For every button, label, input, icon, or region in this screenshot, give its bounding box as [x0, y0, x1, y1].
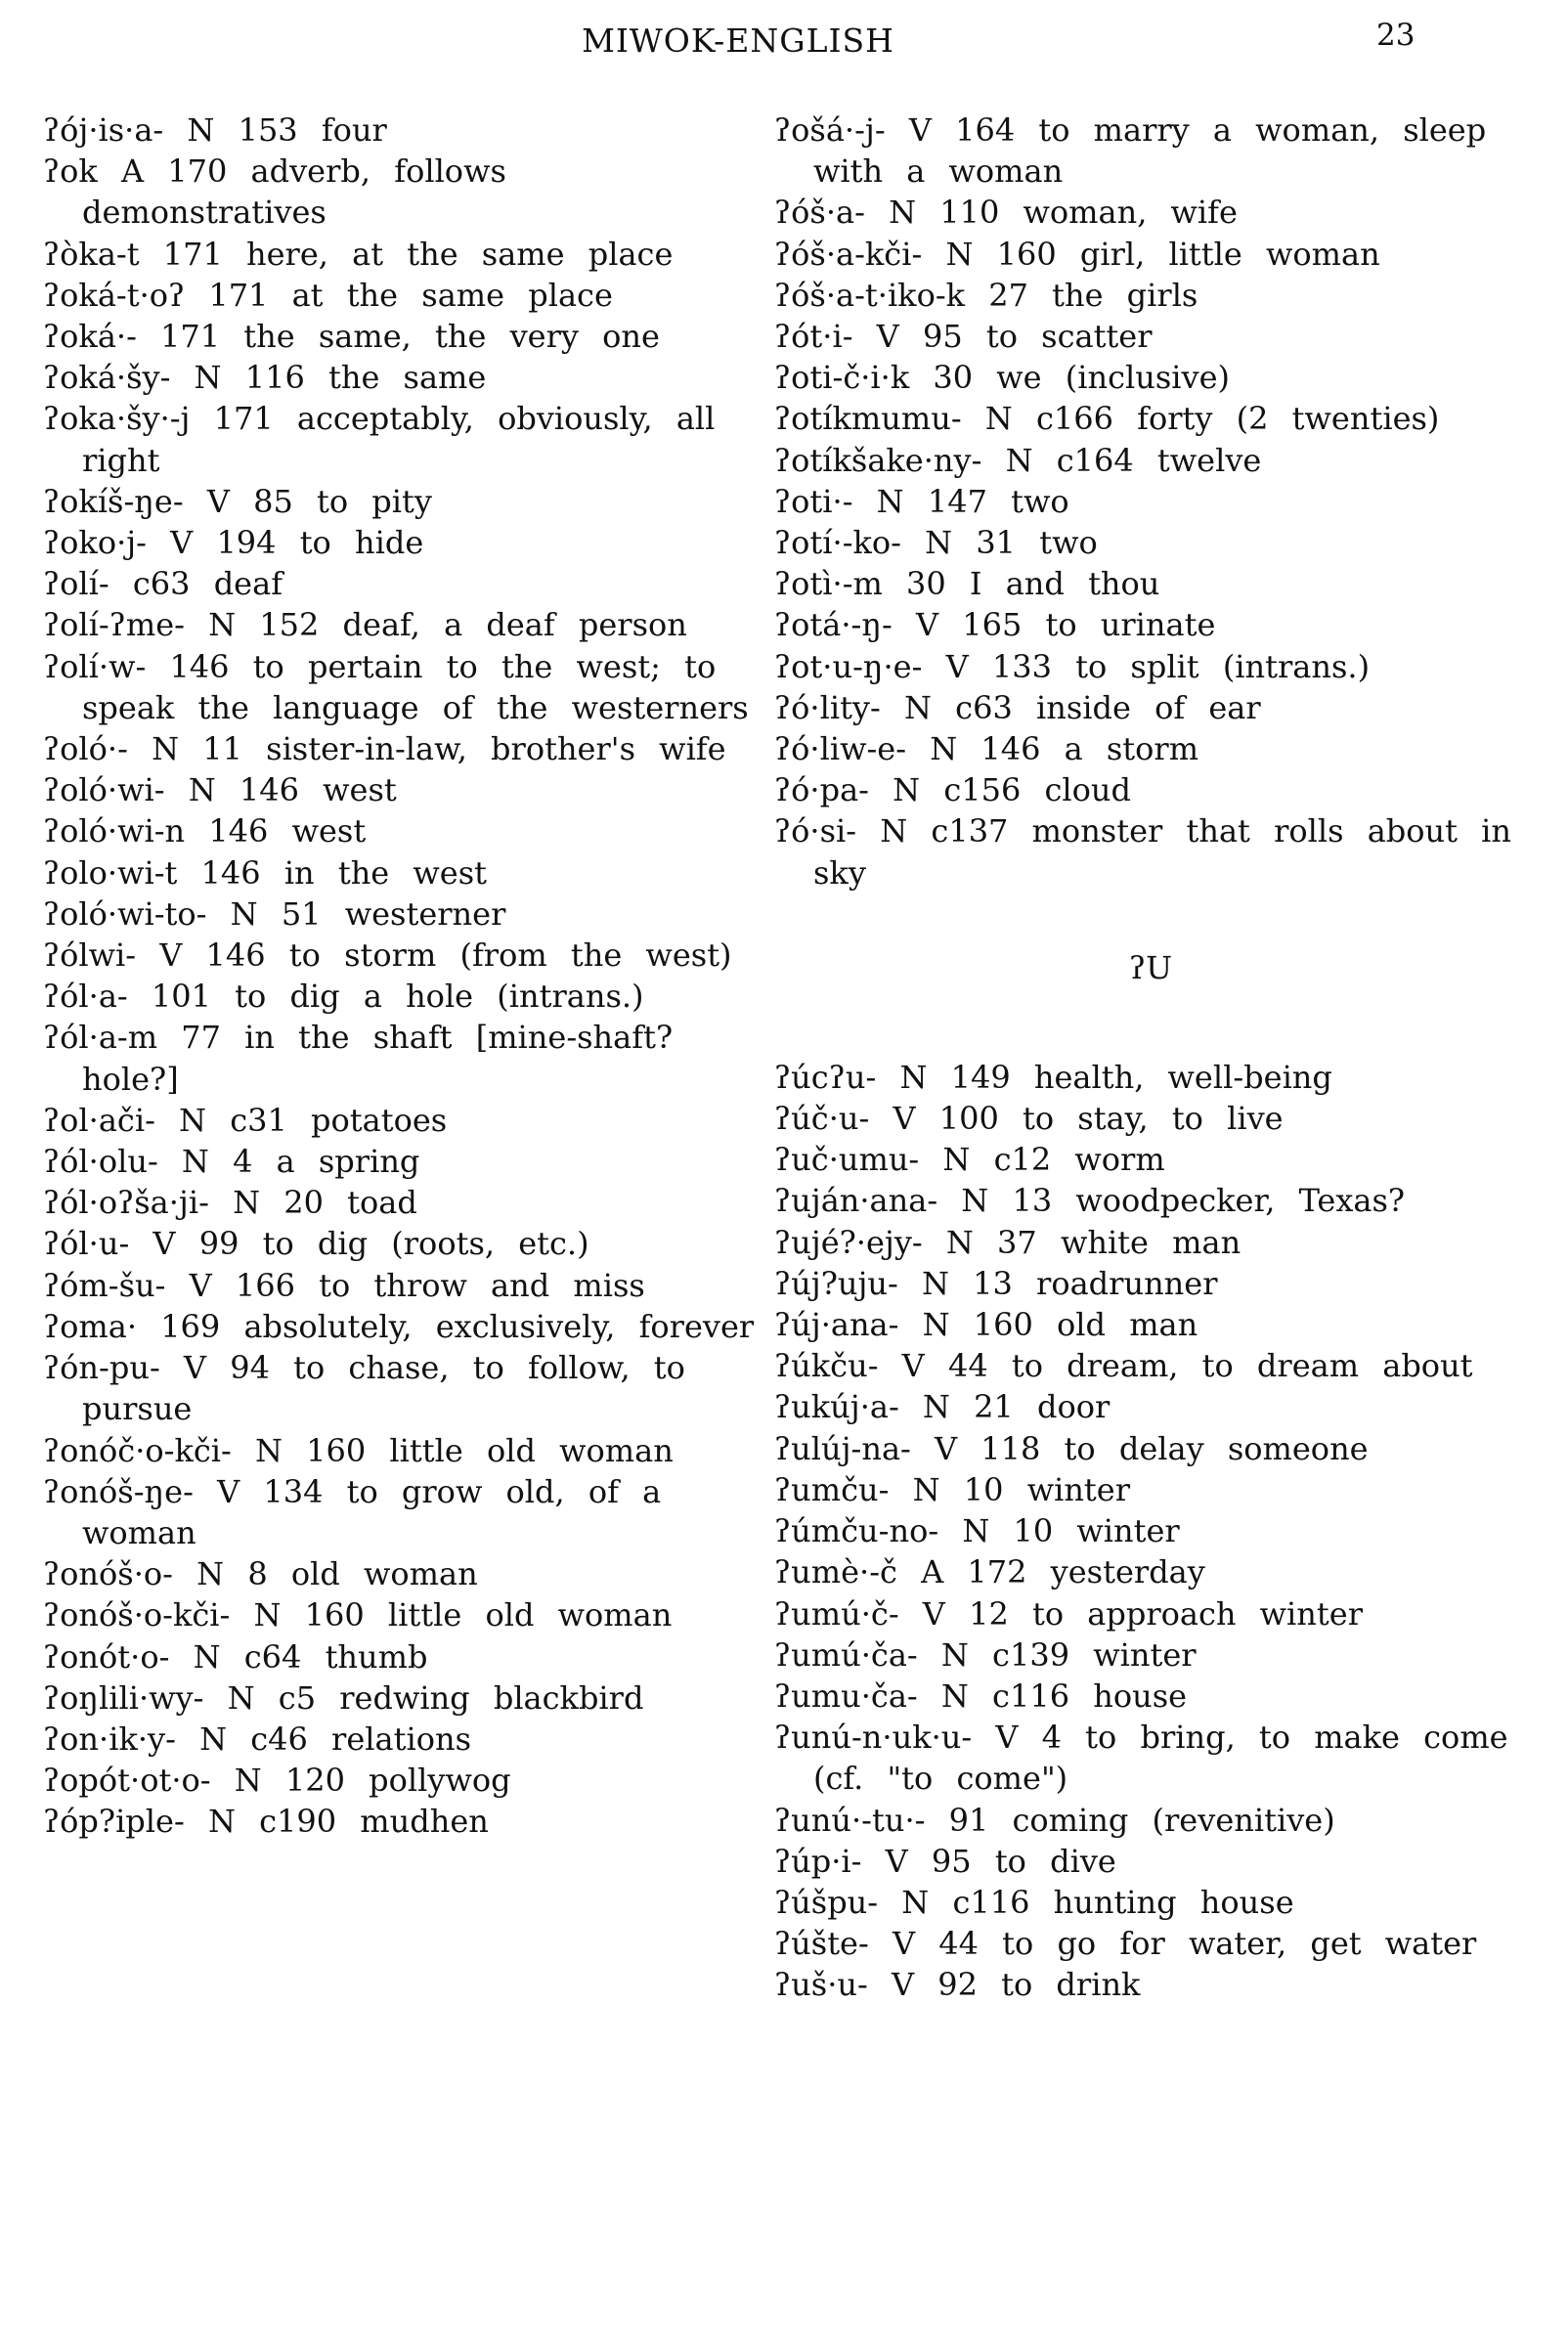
dictionary-entry: ʔolí- c63 deaf [43, 565, 283, 603]
dictionary-entry: ʔolo·wi-t 146 in the west [43, 853, 488, 892]
right-column [774, 109, 1527, 2006]
dictionary-entry: ʔóš·a- N 110 woman, wife [774, 194, 1238, 232]
dictionary-entry: ʔúšpu- N c116 hunting house [774, 1883, 1294, 1921]
dictionary-entry: ʔoló·wi-n 146 west [43, 812, 367, 850]
dictionary-entry: ʔó·lity- N c63 inside of ear [774, 688, 1261, 726]
dictionary-entry: ʔój·is·a- N 153 four [43, 111, 387, 149]
dictionary-entry: ʔumú·č- V 12 to approach winter [774, 1594, 1363, 1633]
dictionary-entry: ʔúkču- V 44 to dream, to dream about [774, 1347, 1473, 1385]
page-number: 23 [1376, 18, 1416, 53]
right-column-o-entries [774, 109, 1527, 893]
dictionary-entry: ʔóš·a-t·iko-k 27 the girls [774, 276, 1198, 314]
dictionary-entry: ʔóm-šu- V 166 to throw and miss [43, 1266, 645, 1304]
dictionary-entry: ʔól·oʔša·ji- N 20 toad [43, 1184, 417, 1222]
dictionary-entry: ʔot·u-ŋ·e- V 133 to split (intrans.) [774, 647, 1371, 685]
dictionary-entry: ʔoká·šy- N 116 the same [43, 359, 487, 397]
dictionary-entry: ʔolí·w- 146 to pertain to the west; to speak the language of the westerners [43, 647, 749, 726]
dictionary-entry: ʔonót·o- N c64 thumb [43, 1637, 428, 1676]
dictionary-entry: ʔumču- N 10 winter [774, 1470, 1131, 1508]
dictionary-entry: ʔó·liw-e- N 146 a storm [774, 730, 1199, 768]
dictionary-entry: ʔotíkmumu- N c166 forty (2 twenties) [774, 400, 1440, 438]
dictionary-entry: ʔulúj-na- V 118 to delay someone [774, 1429, 1369, 1467]
dictionary-entry: ʔòka-t 171 here, at the same place [43, 235, 674, 273]
dictionary-entry: ʔošá·-j- V 164 to marry a woman, sleep with a woman [774, 111, 1487, 191]
dictionary-entry: ʔól·a-m 77 in the shaft [mine-shaft? hole?] [43, 1019, 674, 1098]
dictionary-entry: ʔoko·j- V 194 to hide [43, 524, 424, 562]
dictionary-entry: ʔoti-č·i·k 30 we (inclusive) [774, 359, 1231, 397]
dictionary-entry: ʔóš·a-kči- N 160 girl, little woman [774, 235, 1380, 273]
dictionary-entry: ʔumu·ča- N c116 house [774, 1677, 1188, 1715]
dictionary-entry: ʔoló·wi- N 146 west [43, 771, 397, 809]
dictionary-entry: ʔolí-ʔme- N 152 deaf, a deaf person [43, 606, 687, 644]
dictionary-entry: ʔólwi- V 146 to storm (from the west) [43, 936, 732, 975]
dictionary-entry: ʔotá·-ŋ- V 165 to urinate [774, 606, 1216, 644]
dictionary-entry: ʔóp?iple- N c190 mudhen [43, 1803, 489, 1841]
dictionary-entry: ʔoti·- N 147 two [774, 482, 1069, 520]
dictionary-entry: ʔotíkšake·ny- N c164 twelve [774, 441, 1262, 479]
dictionary-entry: ʔúj·ana- N 160 old man [774, 1306, 1198, 1344]
dictionary-entry: ʔoma· 169 absolutely, exclusively, forever [43, 1307, 755, 1345]
dictionary-entry: ʔón-pu- V 94 to chase, to follow, to pursue [43, 1349, 685, 1428]
dictionary-entry: ʔok A 170 adverb, follows demonstratives [43, 152, 506, 232]
dictionary-entry: ʔoká-t·oʔ 171 at the same place [43, 276, 613, 314]
dictionary-entry: ʔúcʔu- N 149 health, well-being [774, 1058, 1332, 1096]
dictionary-entry: ʔó·pa- N c156 cloud [774, 771, 1131, 809]
left-column [43, 109, 766, 1843]
dictionary-entry: ʔonóš·o- N 8 old woman [43, 1555, 478, 1593]
dictionary-entry: ʔúč·u- V 100 to stay, to live [774, 1100, 1284, 1138]
dictionary-entry: ʔol·ači- N c31 potatoes [43, 1101, 448, 1139]
section-heading: ʔU [1128, 948, 1173, 986]
dictionary-entry: ʔopót·ot·o- N 120 pollywog [43, 1762, 511, 1800]
dictionary-entry: ʔunú·-tu·- 91 coming (revenitive) [774, 1801, 1335, 1839]
dictionary-entry: ʔól·olu- N 4 a spring [43, 1143, 420, 1181]
dictionary-entry: ʔujé?·ejy- N 37 white man [774, 1223, 1241, 1261]
dictionary-entry: ʔukúj·a- N 21 door [774, 1388, 1111, 1426]
dictionary-entry: ʔoká·- 171 the same, the very one [43, 318, 660, 356]
dictionary-entry: ʔúp·i- V 95 to dive [774, 1842, 1116, 1880]
dictionary-entry: ʔonóš-ŋe- V 134 to grow old, of a woman [43, 1472, 662, 1551]
dictionary-entry: ʔót·i- V 95 to scatter [774, 318, 1153, 356]
dictionary-entry: ʔuš·u- V 92 to drink [774, 1966, 1141, 2004]
dictionary-entry: ʔotì·-m 30 I and thou [774, 565, 1160, 603]
dictionary-entry: ʔuč·umu- N c12 worm [774, 1141, 1165, 1179]
dictionary-entry: ʔumè·-č A 172 yesterday [774, 1553, 1205, 1591]
dictionary-entry: ʔúmču-no- N 10 winter [774, 1512, 1180, 1550]
dictionary-entry: ʔoka·šy·-j 171 acceptably, obviously, all right [43, 400, 716, 479]
dictionary-entry: ʔoló·wi-to- N 51 westerner [43, 894, 506, 933]
dictionary-entry: ʔó·si- N c137 monster that rolls about in sky [774, 812, 1511, 892]
dictionary-entry: ʔotí·-ko- N 31 two [774, 524, 1098, 562]
dictionary-entry: ʔunú-n·uk·u- V 4 to bring, to make come (cf. "to come") [774, 1719, 1508, 1798]
dictionary-entry: ʔonóš·o-kči- N 160 little old woman [43, 1596, 673, 1634]
dictionary-entry: ʔól·u- V 99 to dig (roots, etc.) [43, 1225, 589, 1263]
dictionary-entry: ʔúšte- V 44 to go for water, get water [774, 1925, 1477, 1963]
dictionary-entry: ʔumú·ča- N c139 winter [774, 1635, 1197, 1674]
dictionary-entry: ʔoló·- N 11 sister-in-law, brother's wife [43, 730, 726, 768]
dictionary-entry: ʔúj?uju- N 13 roadrunner [774, 1264, 1218, 1302]
right-column-u-entries [774, 1057, 1527, 2006]
dictionary-entry: ʔuján·ana- N 13 woodpecker, Texas? [774, 1182, 1406, 1220]
page-title: MIWOK-ENGLISH [582, 22, 894, 60]
dictionary-entry: ʔokíš-ŋe- V 85 to pity [43, 482, 432, 520]
dictionary-entry: ʔon·ik·y- N c46 relations [43, 1720, 471, 1758]
dictionary-entry: ʔól·a- 101 to dig a hole (intrans.) [43, 978, 644, 1016]
dictionary-entry: ʔoŋlili·wy- N c5 redwing blackbird [43, 1678, 644, 1717]
dictionary-entry: ʔonóč·o-kči- N 160 little old woman [43, 1431, 674, 1469]
